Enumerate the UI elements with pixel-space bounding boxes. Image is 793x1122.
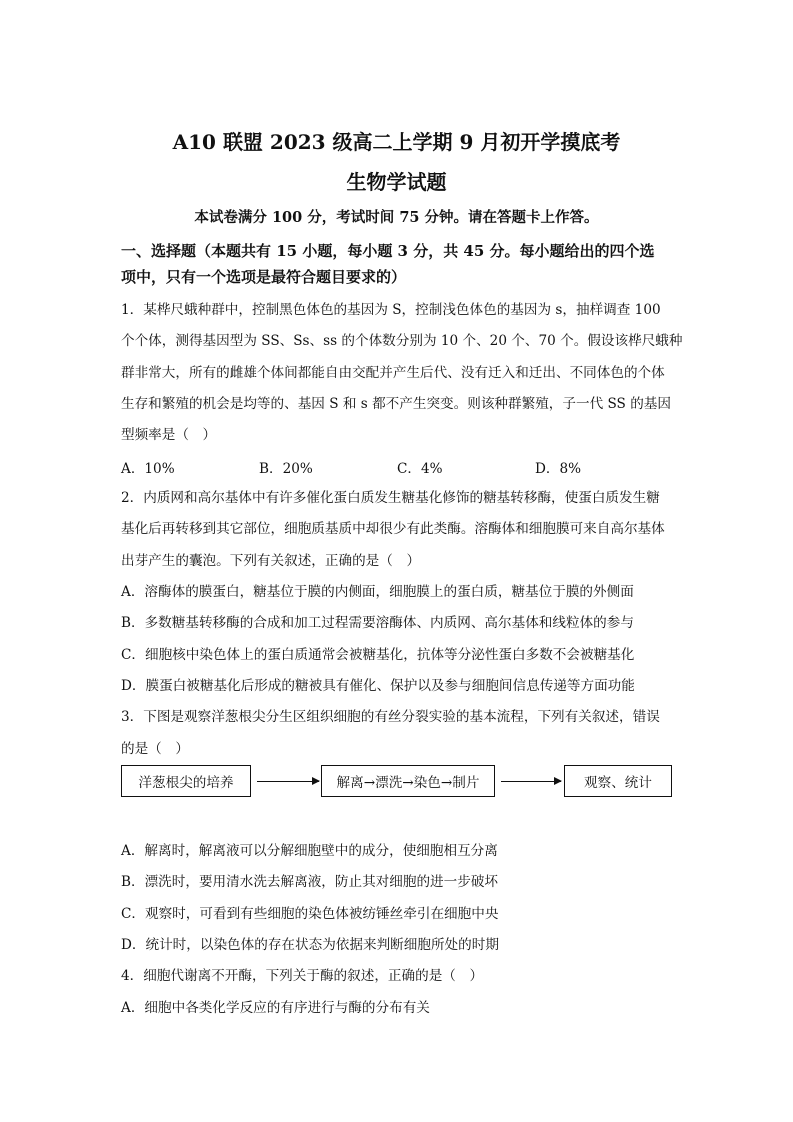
q1-line: 群非常大，所有的雌雄个体间都能自由交配并产生后代、没有迁入和迁出、不同体色的个体 [121,365,665,381]
flow-arrow [501,781,561,782]
flow-diagram [121,765,673,799]
q2-line: 出芽产生的囊泡。下列有关叙述，正确的是（ ） [121,553,421,569]
q2-line: 2．内质网和高尔基体中有许多催化蛋白质发生糖基化修饰的糖基转移酶，使蛋白质发生糖 [121,490,660,506]
q2-option-b: B．多数糖基转移酶的合成和加工过程需要溶酶体、内质网、高尔基体和线粒体的参与 [121,615,634,631]
q2-line: 基化后再转移到其它部位，细胞质基质中却很少有此类酶。溶酶体和细胞膜可来自高尔基体 [121,521,665,537]
q2-option-d: D．膜蛋白被糖基化后形成的糖被具有催化、保护以及参与细胞间信息传递等方面功能 [121,678,635,694]
q1-line: 生存和繁殖的机会是均等的、基因 S 和 s 都不产生突变。则该种群繁殖，子一代 SS 的基因 [121,396,671,412]
q2-option-c: C．细胞核中染色体上的蛋白质通常会被糖基化，抗体等分泌性蛋白多数不会被糖基化 [121,647,635,663]
section-heading-line1: 一、选择题（本题共有 15 小题，每小题 3 分，共 45 分。每小题给出的四个选 [121,242,655,260]
q3-option-b: B．漂洗时，要用清水洗去解离液，防止其对细胞的进一步破坏 [121,874,499,890]
q1-line: 1．某桦尺蛾种群中，控制黑色体色的基因为 S，控制浅色体色的基因为 s，抽样调查 100 [121,302,661,318]
q1-line: 型频率是（ ） [121,427,217,443]
flow-step-3: 观察、统计 [564,765,672,797]
q3-line: 3．下图是观察洋葱根尖分生区组织细胞的有丝分裂实验的基本流程，下列有关叙述，错误 [121,709,660,725]
exam-instructions: 本试卷满分 100 分，考试时间 75 分钟。请在答题卡上作答。 [194,209,599,226]
q3-option-a: A．解离时，解离液可以分解细胞壁中的成分，使细胞相互分离 [121,843,498,859]
q3-line: 的是（ ） [121,741,189,757]
flow-arrow [257,781,319,782]
flow-step-1: 洋葱根尖的培养 [121,765,251,797]
q3-option-d: D．统计时，以染色体的存在状态为依据来判断细胞所处的时期 [121,937,499,953]
q1-option-b: B．20% [259,461,313,477]
q2-option-a: A．溶酶体的膜蛋白，糖基位于膜的内侧面，细胞膜上的蛋白质，糖基位于膜的外侧面 [121,584,634,600]
section-heading-line2: 项中，只有一个选项是最符合题目要求的） [121,268,407,286]
q1-option-d: D．8% [535,461,582,477]
q1-line: 个个体，测得基因型为 SS、Ss、ss 的个体数分别为 10 个、20 个、70 个。假设该桦尺蛾种 [121,333,683,349]
q1-option-a: A．10% [121,461,175,477]
flow-step-2: 解离→漂洗→染色→制片 [321,765,495,797]
q3-option-c: C．观察时，可看到有些细胞的染色体被纺锤丝牵引在细胞中央 [121,906,499,922]
q4-line: 4．细胞代谢离不开酶，下列关于酶的叙述，正确的是（ ） [121,968,484,984]
q4-option-a: A．细胞中各类化学反应的有序进行与酶的分布有关 [121,1000,430,1016]
q1-option-c: C．4% [397,461,443,477]
subject-title: 生物学试题 [346,170,447,194]
exam-title: A10 联盟 2023 级高二上学期 9 月初开学摸底考 [172,130,621,154]
